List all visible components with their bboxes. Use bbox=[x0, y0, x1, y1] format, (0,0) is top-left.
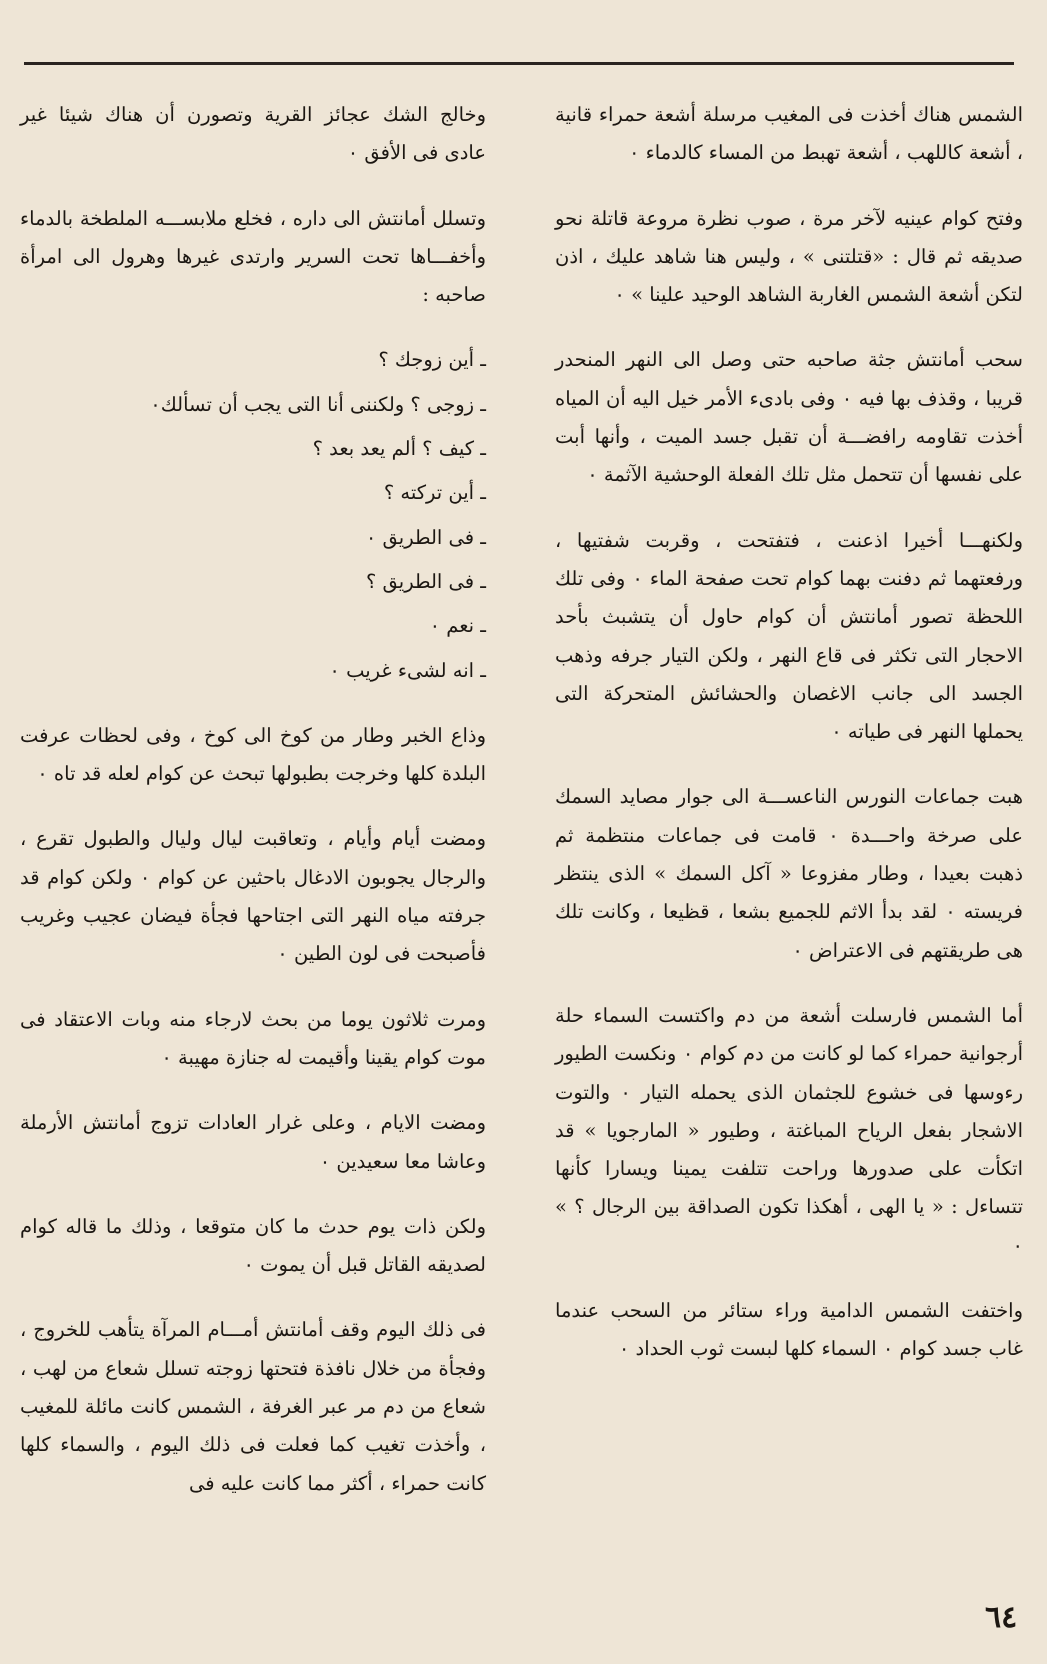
paragraph: واختفت الشمس الدامية وراء ستائر من السحب عندما غاب جسد كوام ٠ السماء كلها لبست ثوب الحداد ٠ bbox=[555, 1299, 1023, 1361]
paragraph: الشمس هناك أخذت فى المغيب مرسلة أشعة حمراء قانية ، أشعة كاللهب ، أشعة تهبط من المساء كالدماء ٠ bbox=[555, 103, 1023, 165]
paragraph: ولكنهـــا أخيرا اذعنت ، فتفتحت ، وقربت شفتيها ، ورفعتهما ثم دفنت بهما كوام تحت صفحة الماء ٠ وفى تلك اللحظة تصور أمانتش أن كوام حاول أن يتشبث بأحد الاحجار التى تكثر فى قاع النهر ، ولكن التيار جرفه وذهب الجسد الى جانب الاغصان والحشائش المتحركة التى يحملها النهر فى طياته ٠ bbox=[555, 528, 1023, 744]
dialogue-line: ـ أين تركته ؟ bbox=[383, 481, 486, 505]
dialogue-line: ـ فى الطريق ٠ bbox=[365, 525, 486, 549]
left-column bbox=[20, 96, 486, 1530]
dialogue-line: ـ كيف ؟ ألم يعد بعد ؟ bbox=[312, 437, 486, 461]
paragraph: وفتح كوام عينيه لآخر مرة ، صوب نظرة مروعة قاتلة نحو صديقه ثم قال : «قتلتنى » ، وليس هنا شاهد عليك ، اذن لتكن أشعة الشمس الغاربة الشاهد الوحيد علينا » ٠ bbox=[555, 206, 1023, 307]
paragraph: أما الشمس فارسلت أشعة من دم واكتست السماء حلة أرجوانية حمراء كما لو كانت من دم كوام ٠ ونكست الطيور رءوسها فى خشوع للجثمان الذى يحمله التيار ٠ والتوت الاشجار بفعل الرياح المباغتة ، وطيور « المارجويا » قد اتكأت على صدورها وراحت تتلفت يمينا ويسارا كأنها تتساءل : « يا الهى ، أهكذا تكون الصداقة بين الرجال ؟ » ٠ bbox=[555, 1003, 1023, 1257]
paragraph: وخالج الشك عجائز القرية وتصورن أن هناك شيئا غير عادى فى الأفق ٠ bbox=[20, 103, 486, 165]
paragraph: ولكن ذات يوم حدث ما كان متوقعا ، وذلك ما قاله كوام لصديقه القاتل قبل أن يموت ٠ bbox=[20, 1214, 486, 1277]
paragraph: سحب أمانتش جثة صاحبه حتى وصل الى النهر المنحدر قريبا ، وقذف بها فيه ٠ وفى بادىء الأمر خيل اليه أن المياه أخذت تقاومه رافضـــة أن تقبل جسد الميت ، وأنها أبت على نفسها أن تتحمل مثل تلك الفعلة الوحشية الآثمة ٠ bbox=[555, 348, 1023, 487]
page-number: ٦٤ bbox=[985, 1600, 1018, 1635]
paragraph: ومرت ثلاثون يوما من بحث لارجاء منه وبات الاعتقاد فى موت كوام يقينا وأقيمت له جنازة مهيبة ٠ bbox=[20, 1007, 486, 1069]
dialogue-line: ـ انه لشىء غريب ٠ bbox=[329, 658, 486, 682]
right-column bbox=[555, 96, 1023, 1396]
dialogue-line: ـ أين زوجك ؟ bbox=[378, 348, 486, 372]
paragraph: وذاع الخبر وطار من كوخ الى كوخ ، وفى لحظات عرفت البلدة كلها وخرجت بطبولها تبحث عن كوام لعله قد تاه ٠ bbox=[20, 723, 486, 786]
dialogue-line: ـ زوجى ؟ ولكننى أنا التى يجب أن تسألك٠ bbox=[150, 392, 486, 416]
paragraph: هبت جماعات النورس الناعســـة الى جوار مصايد السمك على صرخة واحـــدة ٠ قامت فى جماعات منتظمة ثم ذهبت بعيدا ، وطار مفزوعا « آكل السمك » الذى ينتظر فريسته ٠ لقد بدأ الاثم للجميع بشعا ، قظيعا ، وكانت تلك هى طريقتهم فى الاعتراض ٠ bbox=[555, 785, 1023, 962]
dialogue-line: ـ فى الطريق ؟ bbox=[365, 569, 486, 593]
paragraph: وتسلل أمانتش الى داره ، فخلع ملابســـه الملطخة بالدماء وأخفـــاها تحت السرير وارتدى غيرها وهرول الى امرأة صاحبه : bbox=[20, 206, 486, 307]
paragraph: فى ذلك اليوم وقف أمانتش أمـــام المرآة يتأهب للخروج ، وفجأة من خلال نافذة فتحتها زوجته تسلل شعاع من لهب ، شعاع من دم مر عبر الغرفة ، الشمس كانت مائلة للمغيب ، وأخذت تغيب كما فعلت فى ذلك اليوم ، والسماء كلها كانت حمراء ، أكثر مما كانت عليه فى bbox=[20, 1318, 486, 1495]
dialogue-line: ـ نعم ٠ bbox=[429, 614, 486, 638]
paragraph: ومضت أيام وأيام ، وتعاقبت ليال وليال والطبول تقرع ، والرجال يجوبون الادغال باحثين عن كوام ٠ ولكن كوام قد جرفته مياه النهر التى اجتاحها فجأة فيضان عجيب وغريب فأصبحت فى لون الطين ٠ bbox=[20, 827, 486, 966]
paragraph: ومضت الايام ، وعلى غرار العادات تزوج أمانتش الأرملة وعاشا معا سعيدين ٠ bbox=[20, 1111, 486, 1173]
top-rule bbox=[24, 62, 1014, 65]
